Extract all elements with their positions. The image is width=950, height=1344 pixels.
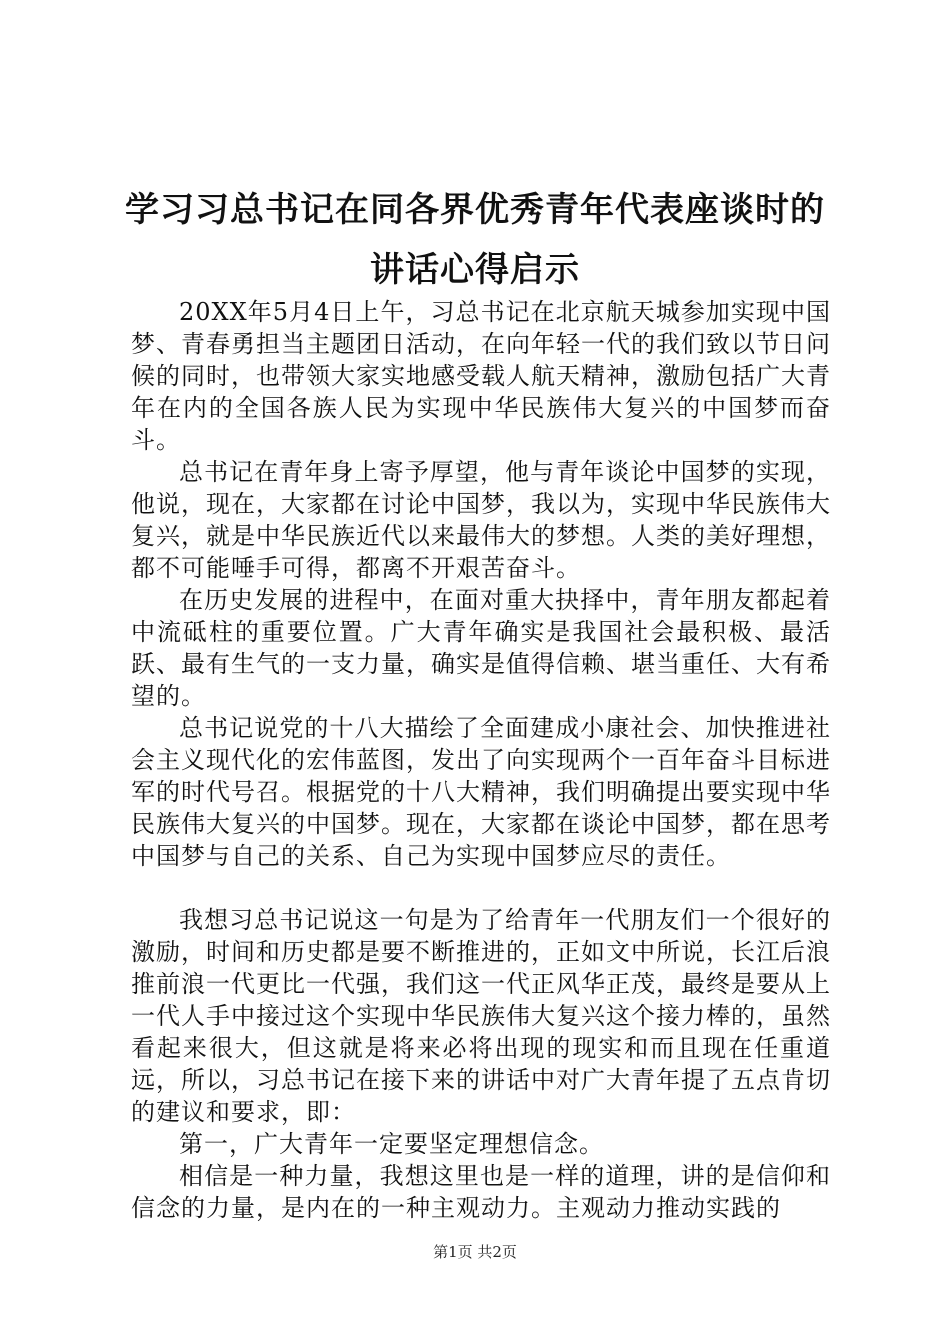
page-number-footer: 第1页 共2页: [433, 1243, 517, 1261]
paragraph: 总书记在青年身上寄予厚望，他与青年谈论中国梦的实现，他说，现在，大家都在讨论中国梦，我以为，实现中华民族伟大复兴，就是中华民族近代以来最伟大的梦想。人类的美好理想，都不可能唾手可得，都离不开艰苦奋斗。: [131, 458, 831, 582]
paragraph: 我想习总书记说这一句是为了给青年一代朋友们一个很好的激励，时间和历史都是要不断推进的，正如文中所说，长江后浪推前浪一代更比一代强，我们这一代正风华正茂，最终是要从上一代人手中接过这个实现中华民族伟大复兴这个接力棒的，虽然看起来很大，但这就是将来必将出现的现实和而且现在任重道远，所以，习总书记在接下来的讲话中对广大青年提了五点肯切的建议和要求，即：: [131, 906, 831, 1126]
document-title-line-1: 学习习总书记在同各界优秀青年代表座谈时的: [125, 190, 825, 230]
paragraph: 20XX年5月4日上午，习总书记在北京航天城参加实现中国梦、青春勇担当主题团日活动，在向年轻一代的我们致以节日问候的同时，也带领大家实地感受载人航天精神，激励包括广大青年在内的全国各族人民为实现中华民族伟大复兴的中国梦而奋斗。: [131, 298, 831, 454]
paragraph: 相信是一种力量，我想这里也是一样的道理，讲的是信仰和信念的力量，是内在的一种主观动力。主观动力推动实践的: [131, 1162, 831, 1222]
paragraph: 总书记说党的十八大描绘了全面建成小康社会、加快推进社会主义现代化的宏伟蓝图，发出了向实现两个一百年奋斗目标进军的时代号召。根据党的十八大精神，我们明确提出要实现中华民族伟大复兴的中国梦。现在，大家都在谈论中国梦，都在思考中国梦与自己的关系、自己为实现中国梦应尽的责任。: [131, 714, 831, 870]
paragraph-spacer: [131, 872, 831, 904]
document-title-line-2: 讲话心得启示: [370, 250, 580, 290]
paragraph: 第一，广大青年一定要坚定理想信念。: [179, 1130, 604, 1158]
document-body: [131, 296, 831, 1224]
paragraph: 在历史发展的进程中，在面对重大抉择中，青年朋友都起着中流砥柱的重要位置。广大青年确实是我国社会最积极、最活跃、最有生气的一支力量，确实是值得信赖、堪当重任、大有希望的。: [131, 586, 831, 710]
